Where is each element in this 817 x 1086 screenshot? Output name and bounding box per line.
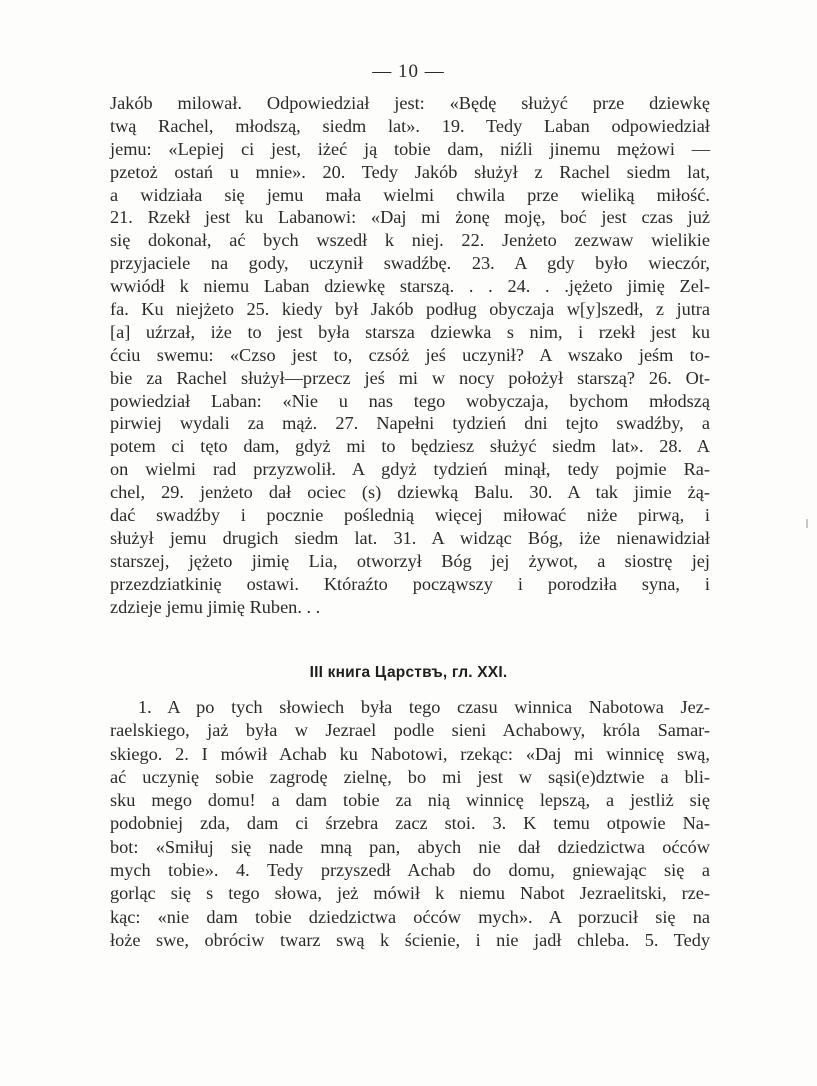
text-line: zdzieje jemu jimię Ruben. . . bbox=[110, 596, 321, 617]
text-line: 21. Rzekł jest ku Labanowi: «Daj mi żonę moję, boć jest czas już bbox=[110, 207, 710, 228]
text-line: podobniej zda, dam ci śrzebra zacz stoi. 3. K temu otpowie Na- bbox=[110, 813, 710, 834]
paragraph-kings bbox=[110, 696, 710, 952]
text-line: 1. A po tych słowiech była tego czasu winnica Nabotowa Jez- bbox=[138, 697, 710, 717]
text-line: powiedział Laban: «Nie u nas tego wobyczaja, bychom młodszą bbox=[110, 390, 710, 411]
text-line: ćciu swemu: «Czso jest to, czsóż jeś uczynił? A wszako jeśm to- bbox=[110, 344, 710, 365]
text-line: jemu: «Lepiej ci jest, iżeć ją tobie dam, niźli jinemu mężowi — bbox=[110, 138, 710, 159]
text-line: skiego. 2. I mówił Achab ku Nabotowi, rzekąc: «Daj mi winnicę swą, bbox=[110, 743, 710, 764]
text-line: pzetoż ostań u mnie». 20. Tedy Jakób służył z Rachel siedm lat, bbox=[110, 161, 710, 182]
text-line: raelskiego, jaż była w Jezrael podle sieni Achabowy, króla Samar- bbox=[110, 720, 710, 741]
text-line: a widziała się jemu mała wielmi chwila prze wieliką miłość. bbox=[110, 184, 710, 205]
text-line: służył jemu drugich siedm lat. 31. A widząc Bóg, iże nienawidział bbox=[110, 527, 710, 548]
text-line: gorląc się s tego słowa, jeż mówił k niemu Nabot Jezraelitski, rze- bbox=[110, 883, 710, 904]
text-line: Jakób milował. Odpowiedział jest: «Będę służyć prze dziewkę bbox=[110, 93, 710, 113]
text-line: [a] uźrzał, iże to jest była starsza dziewka s nim, i rzekł jest ku bbox=[110, 321, 710, 342]
text-line: pirwiej wydali za mąż. 27. Napełni tydzień dni tejto swadźby, a bbox=[110, 413, 710, 434]
margin-speck bbox=[806, 519, 808, 528]
page-number: — 10 — bbox=[372, 61, 445, 82]
text-line: bie za Rachel służył—przecz jeś mi w nocy położył starszą? 26. Ot- bbox=[110, 367, 710, 388]
text-line: kąc: «nie dam tobie dziedzictwa oćców mych». A porzucił się na bbox=[110, 906, 710, 927]
text-line: chel, 29. jenżeto dał ociec (s) dziewką Balu. 30. A tak jimie żą- bbox=[110, 482, 710, 503]
text-line: wwiódł k niemu Laban dziewkę starszą. . . 24. . .jężeto jimię Zel- bbox=[110, 276, 710, 297]
section-heading: III книга Царствъ, гл. XXI. bbox=[309, 664, 508, 681]
text-line: on wielmi rad przyzwolił. A gdyż tydzień minął, tedy pojmie Ra- bbox=[110, 459, 710, 480]
text-line: ać uczynię sobie zagrodę zielnę, bo mi jest w sąsi(e)dztwie a bli- bbox=[110, 766, 710, 787]
text-line: potem ci tęto dam, gdyż mi to będziesz służyć siedm lat». 28. A bbox=[110, 436, 710, 457]
text-line: bot: «Smiłuj się nade mną pan, abych nie dał dziedzictwa oćców bbox=[110, 836, 710, 857]
text-line: sku mego domu! a dam tobie za nią winnicę lepszą, a jestliż się bbox=[110, 790, 710, 811]
text-line: mych tobie». 4. Tedy przyszedł Achab do domu, gniewając się a bbox=[110, 860, 710, 881]
text-line: fa. Ku niejżeto 25. kiedy był Jakób podług obyczaja w[y]szedł, z jutra bbox=[110, 299, 710, 320]
text-line: się dokonał, ać bych wszedł k niej. 22. Jenżeto zezwaw wielikie bbox=[110, 230, 710, 251]
text-line: starszej, jężeto jimię Lia, otworzył Bóg jej żywot, a siostrę jej bbox=[110, 550, 710, 571]
text-line: przyjaciele na gody, uczynił swadźbę. 23. A gdy było wieczór, bbox=[110, 253, 710, 274]
text-line: łoże swe, obróciw twarz swą k ścienie, i nie jadł chleba. 5. Tedy bbox=[110, 929, 710, 950]
paragraph-genesis bbox=[110, 92, 710, 618]
text-line: twą Rachel, młodszą, siedm lat». 19. Tedy Laban odpowiedział bbox=[110, 115, 710, 136]
text-line: dać swadźby i pocznie poślednią więcej miłować niże pirwą, i bbox=[110, 505, 710, 526]
text-line: przezdziatkinię ostawi. Któraźto począwszy i porodziła syna, i bbox=[110, 573, 710, 594]
